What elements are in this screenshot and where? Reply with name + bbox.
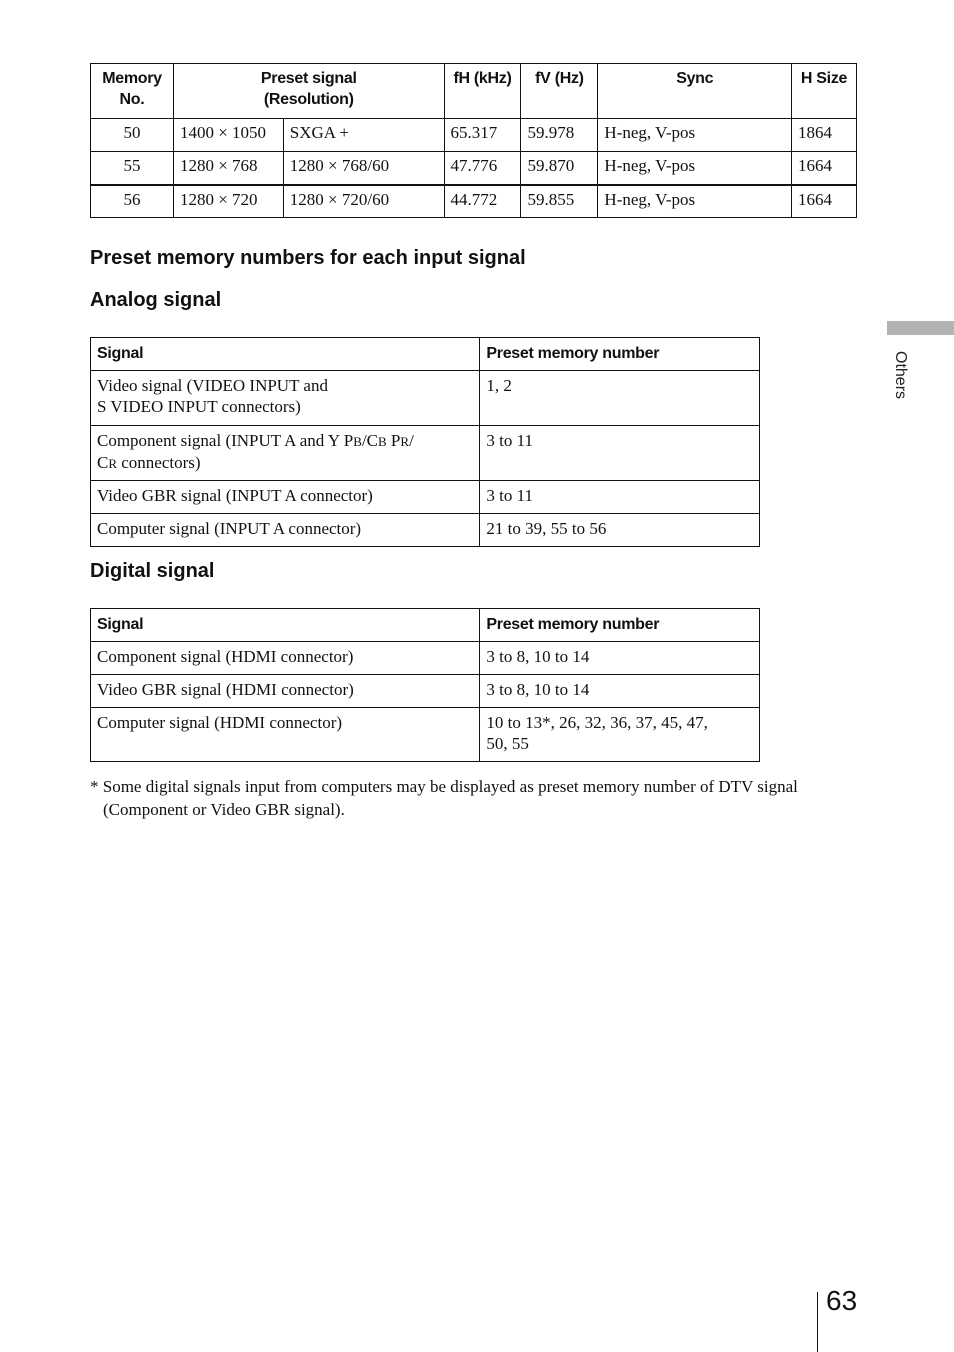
table-row xyxy=(91,675,760,708)
cell-number: 3 to 11 xyxy=(480,426,760,481)
cell-signal: Video signal (VIDEO INPUT and S VIDEO INPUT connectors) xyxy=(91,371,480,426)
table-row xyxy=(91,119,857,152)
cell-sync: H-neg, V-pos xyxy=(598,185,792,218)
cell-resolution: 1280 × 720 xyxy=(173,185,283,218)
page-number-rule xyxy=(817,1292,818,1352)
cell-signal: Video GBR signal (INPUT A connector) xyxy=(91,481,480,514)
page-number: 63 xyxy=(826,1285,858,1316)
cell-number: 1, 2 xyxy=(480,371,760,426)
section-heading: Preset memory numbers for each input signal xyxy=(90,247,526,269)
header-preset-signal: Preset signal (Resolution) xyxy=(173,64,444,119)
header-preset-number: Preset memory number xyxy=(480,338,760,371)
cell-sync: H-neg, V-pos xyxy=(598,152,792,185)
table-row xyxy=(91,708,760,762)
cell-number: 3 to 8, 10 to 14 xyxy=(480,642,760,675)
digital-signal-table xyxy=(90,608,760,762)
cell-hsize: 1664 xyxy=(792,185,857,218)
table-header-row xyxy=(91,338,760,371)
cell-signal: 1280 × 768/60 xyxy=(283,152,444,185)
cell-signal: SXGA + xyxy=(283,119,444,152)
table-row xyxy=(91,481,760,514)
cell-fv: 59.870 xyxy=(521,152,598,185)
footnote: * Some digital signals input from computers may be displayed as preset memory number of DTV signal (Component or Video GBR signal). xyxy=(90,777,798,819)
cell-memory: 56 xyxy=(91,185,174,218)
cell-number: 3 to 8, 10 to 14 xyxy=(480,675,760,708)
table-row xyxy=(91,152,857,185)
cell-memory: 55 xyxy=(91,152,174,185)
header-hsize: H Size xyxy=(792,64,857,119)
cell-fh: 44.772 xyxy=(444,185,521,218)
cell-memory: 50 xyxy=(91,119,174,152)
analog-signal-table xyxy=(90,337,760,547)
header-fv: fV (Hz) xyxy=(521,64,598,119)
table-header-row xyxy=(91,64,857,119)
header-preset-number: Preset memory number xyxy=(480,609,760,642)
header-memory-no: Memory No. xyxy=(91,64,174,119)
cell-resolution: 1280 × 768 xyxy=(173,152,283,185)
cell-signal: Component signal (INPUT A and Y PB/CB PR/ CR connectors) xyxy=(91,426,480,481)
header-signal: Signal xyxy=(91,338,480,371)
cell-fv: 59.855 xyxy=(521,185,598,218)
header-signal: Signal xyxy=(91,609,480,642)
cell-signal: Computer signal (INPUT A connector) xyxy=(91,514,480,547)
cell-number: 3 to 11 xyxy=(480,481,760,514)
table-row xyxy=(91,371,760,426)
preset-signal-table xyxy=(90,63,857,218)
table-row xyxy=(91,185,857,218)
table-header-row xyxy=(91,609,760,642)
analog-heading: Analog signal xyxy=(90,289,222,311)
cell-signal: Video GBR signal (HDMI connector) xyxy=(91,675,480,708)
cell-fh: 65.317 xyxy=(444,119,521,152)
cell-number: 10 to 13*, 26, 32, 36, 37, 45, 47, 50, 55 xyxy=(480,708,760,762)
digital-heading: Digital signal xyxy=(90,560,215,582)
cell-signal: 1280 × 720/60 xyxy=(283,185,444,218)
table-row xyxy=(91,426,760,481)
table-row xyxy=(91,642,760,675)
cell-number: 21 to 39, 55 to 56 xyxy=(480,514,760,547)
cell-sync: H-neg, V-pos xyxy=(598,119,792,152)
header-sync: Sync xyxy=(598,64,792,119)
cell-signal: Component signal (HDMI connector) xyxy=(91,642,480,675)
side-tab-label: Others xyxy=(892,351,909,400)
header-fh: fH (kHz) xyxy=(444,64,521,119)
side-tab-marker xyxy=(887,321,954,335)
cell-hsize: 1664 xyxy=(792,152,857,185)
cell-resolution: 1400 × 1050 xyxy=(173,119,283,152)
table-row xyxy=(91,514,760,547)
cell-fh: 47.776 xyxy=(444,152,521,185)
cell-hsize: 1864 xyxy=(792,119,857,152)
cell-signal: Computer signal (HDMI connector) xyxy=(91,708,480,762)
cell-fv: 59.978 xyxy=(521,119,598,152)
